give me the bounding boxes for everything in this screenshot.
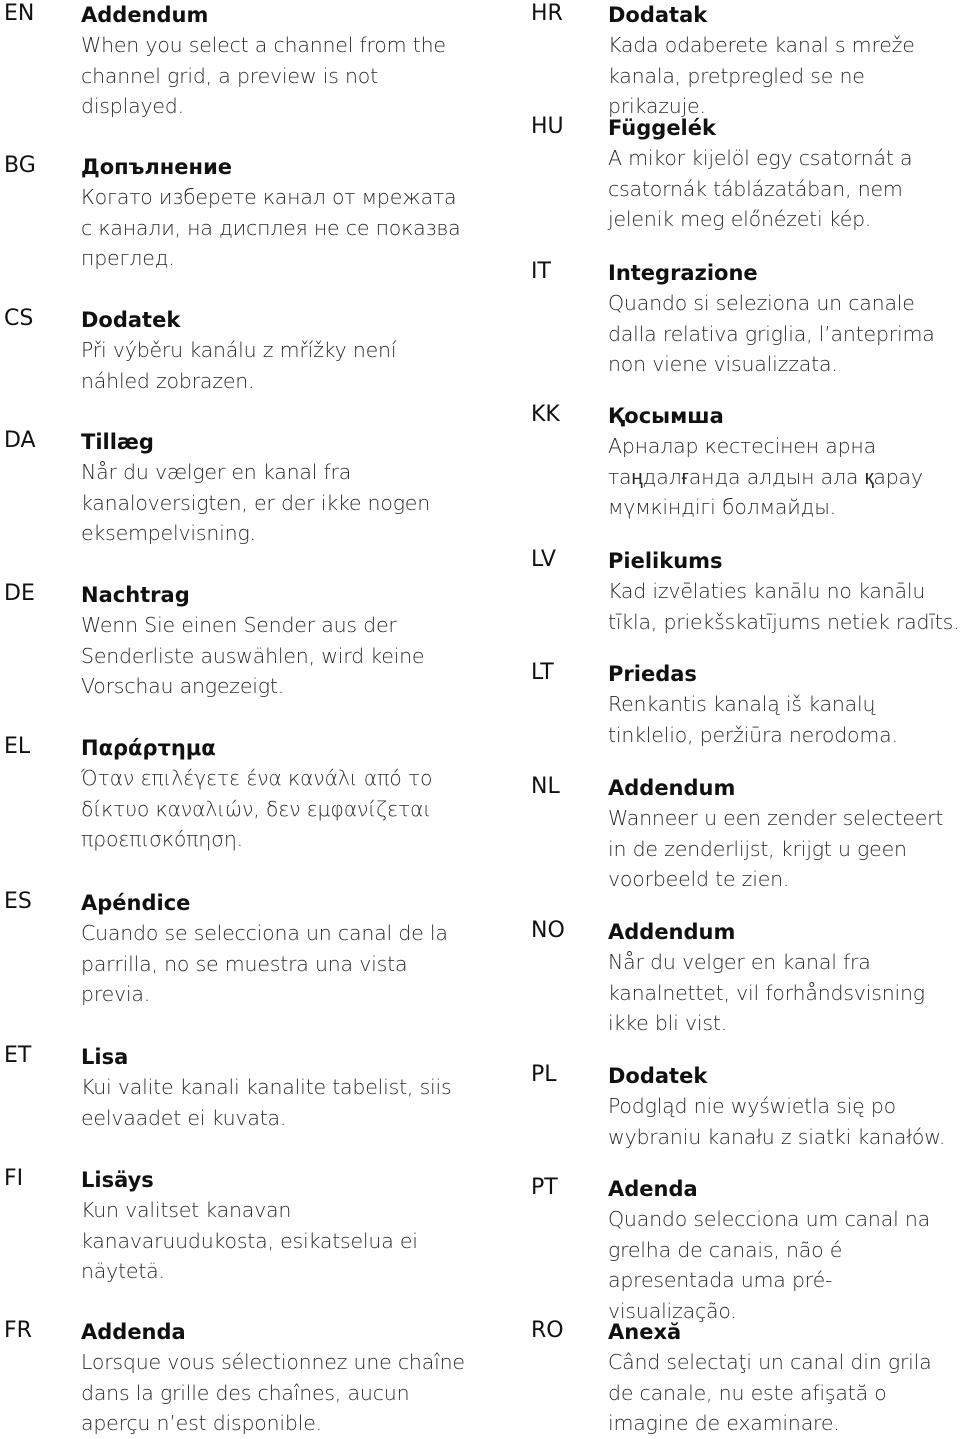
entry-text: Når du vælger en kanal fra kanaloversigten, er der ikke nogen eksempelvisning. — [81, 460, 430, 545]
entry-text: Kada odaberete kanal s mreže kanala, pretpregled se ne prikazuje. — [608, 33, 915, 118]
entry-heading: Παράρτημα — [81, 736, 216, 760]
entry-heading: Dodatak — [608, 3, 708, 27]
entry-heading: Lisa — [81, 1045, 129, 1069]
language-code: HR — [531, 1, 563, 26]
language-code: EN — [4, 1, 35, 26]
entry-heading: Dodatek — [81, 308, 181, 332]
entry-text: Lorsque vous sélectionnez une chaîne dans la grille des chaînes, aucun aperçu n’est disponible. — [81, 1350, 465, 1435]
language-code: ES — [4, 889, 32, 914]
entry-heading: Tillæg — [81, 430, 154, 454]
entry-text: Quando si seleziona un canale dalla relativa griglia, l’anteprima non viene visualizzata. — [608, 291, 935, 376]
entry-text: Όταν επιλέγετε ένα κανάλι από το δίκτυο καναλιών, δεν εμφανίζεται προεπισκόπηση. — [81, 766, 433, 851]
language-code: PL — [531, 1062, 557, 1087]
entry-text: Арналар кестесінен арна таңдалғанда алдын ала қарау мүмкіндігі болмайды. — [608, 434, 923, 519]
entry-heading: Қосымша — [608, 404, 724, 428]
language-code: LT — [531, 660, 554, 685]
entry-heading: Anexă — [608, 1320, 682, 1344]
entry-text: Podgląd nie wyświetla się po wybraniu kanału z siatki kanałów. — [608, 1094, 946, 1149]
entry-heading: Addendum — [608, 920, 736, 944]
entry-heading: Addenda — [81, 1320, 186, 1344]
entry-text: Renkantis kanalą iš kanalų tinklelio, peržiūra nerodoma. — [608, 692, 898, 747]
language-code: EL — [4, 734, 31, 759]
entry-text: A mikor kijelöl egy csatornát a csatornák táblázatában, nem jelenik meg előnézeti kép. — [608, 146, 913, 231]
language-code: DE — [4, 581, 35, 606]
entry-heading: Addendum — [608, 776, 736, 800]
language-code: KK — [531, 402, 560, 427]
language-code: CS — [4, 306, 34, 331]
entry-heading: Adenda — [608, 1177, 698, 1201]
entry-text: Når du velger en kanal fra kanalnettet, vil forhåndsvisning ikke bli vist. — [608, 950, 925, 1035]
entry-text: Quando selecciona um canal na grelha de canais, não é apresentada uma pré-visualização. — [608, 1207, 931, 1323]
entry-heading: Lisäys — [81, 1168, 154, 1192]
language-code: FR — [4, 1318, 32, 1343]
entry-text: Při výběru kanálu z mřížky není náhled zobrazen. — [81, 338, 397, 393]
language-code: HU — [531, 114, 564, 139]
entry-heading: Apéndice — [81, 891, 191, 915]
language-code: NL — [531, 774, 560, 799]
entry-heading: Dodatek — [608, 1064, 708, 1088]
language-code: RO — [531, 1318, 564, 1343]
entry-heading: Integrazione — [608, 261, 758, 285]
language-code: FI — [4, 1166, 24, 1191]
entry-text: Kun valitset kanavan kanavaruudukosta, esikatselua ei näytetä. — [81, 1198, 418, 1283]
entry-text: Kad izvēlaties kanālu no kanālu tīkla, priekšskatījums netiek radīts. — [608, 579, 960, 634]
entry-heading: Pielikums — [608, 549, 723, 573]
entry-text: Wenn Sie einen Sender aus der Senderliste auswählen, wird keine Vorschau angezeigt. — [81, 613, 425, 698]
entry-text: Когато изберете канал от мрежата с канали, на дисплея не се показва преглед. — [81, 185, 461, 270]
entry-text: When you select a channel from the channel grid, a preview is not displayed. — [81, 33, 446, 118]
language-code: PT — [531, 1175, 558, 1200]
entry-text: Când selectaţi un canal din grila de canale, nu este afişată o imagine de examinare. — [608, 1350, 932, 1435]
language-code: IT — [531, 259, 551, 284]
language-code: BG — [4, 153, 36, 178]
language-code: DA — [4, 428, 36, 453]
language-code: NO — [531, 918, 565, 943]
language-code: LV — [531, 547, 556, 572]
entry-text: Cuando se selecciona un canal de la parrilla, no se muestra una vista previa. — [81, 921, 448, 1006]
entry-heading: Addendum — [81, 3, 209, 27]
entry-heading: Допълнение — [81, 155, 233, 179]
entry-heading: Függelék — [608, 116, 716, 140]
language-code: ET — [4, 1043, 32, 1068]
entry-heading: Priedas — [608, 662, 697, 686]
entry-text: Kui valite kanali kanalite tabelist, siis eelvaadet ei kuvata. — [81, 1075, 452, 1130]
entry-text: Wanneer u een zender selecteert in de zenderlijst, krijgt u geen voorbeeld te zien. — [608, 806, 944, 891]
entry-heading: Nachtrag — [81, 583, 190, 607]
